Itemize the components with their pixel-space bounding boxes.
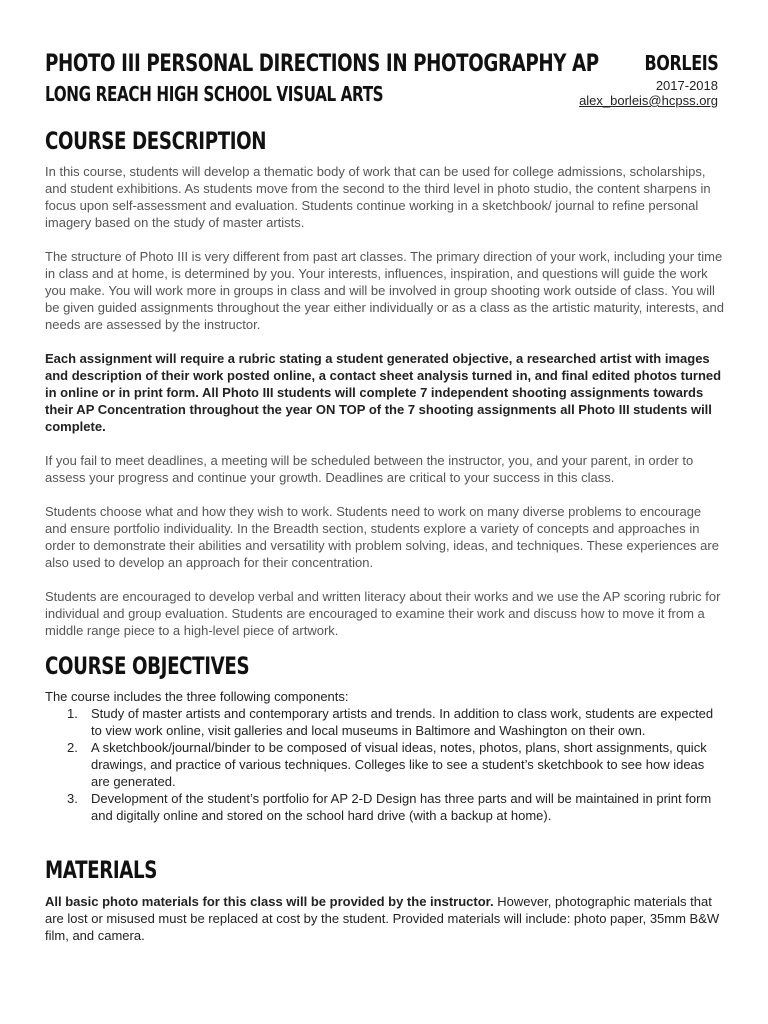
paragraph: In this course, students will develop a thematic body of work that can be used for college admissions, scholarships, and student exhibitions. As students move from the second to the third level in photo studio, the content sharpens in focus upon self-assessment and evaluation. Students continue working in a sketchbook/ journal to refine personal imagery based on the study of master artists. [45, 164, 711, 230]
list-number: 3. [67, 791, 78, 806]
paragraph [45, 350, 725, 435]
materials-heading: MATERIALS [45, 856, 158, 884]
objectives-intro: The course includes the three following components: [45, 689, 349, 704]
objectives-list [45, 705, 725, 824]
list-item [45, 705, 725, 739]
course-description-heading: COURSE DESCRIPTION [45, 127, 267, 155]
materials-body [45, 893, 725, 944]
list-item [45, 739, 725, 790]
paragraph: If you fail to meet deadlines, a meeting will be scheduled between the instructor, you, and your parent, in order to assess your progress and continue your growth. Deadlines are critical to your success in this class. [45, 453, 694, 485]
materials-bold: All basic photo materials for this class will be provided by the instructor. [45, 894, 494, 909]
bold-requirement: Each assignment will require a rubric stating a student generated objective, a researched artist with images and description of their work posted online, a contact sheet analysis turned in, and final edited photos turned in online or in print form. All Photo III students will complete 7 independent shooting assignments towards their AP Concentration throughout the year ON TOP of the 7 shooting assignments all Photo III students will complete. [45, 351, 722, 434]
materials-text: However, photographic materials that are lost or misused must be replaced at cost by the student. Provided materials will include: photo paper, 35mm B&W film, and camera. [45, 894, 720, 943]
school-name: LONG REACH HIGH SCHOOL VISUAL ARTS [45, 82, 384, 106]
paragraph: Students are encouraged to develop verbal and written literacy about their works and we use the AP scoring rubric for individual and group evaluation. Students are encouraged to examine their work and discuss how to move it from a middle range piece to a high-level piece of artwork. [45, 589, 721, 638]
list-text: A sketchbook/journal/binder to be composed of visual ideas, notes, photos, plans, short assignments, quick drawings, and practice of various techniques. Colleges like to see a student’s sketchbook to see how ideas are generated. [91, 740, 707, 789]
course-objectives-heading: COURSE OBJECTIVES [45, 652, 250, 680]
school-year: 2017-2018 [655, 78, 718, 93]
paragraph: The structure of Photo III is very different from past art classes. The primary direction of your work, including your time in class and at home, is determined by you. Your interests, influences, inspiration, and questions will guide the work you make. You will work more in groups in class and will be involved in group shooting work outside of class. You will be given guided assignments throughout the year either individually or as a class as the artistic maturity, interests, and needs are assessed by the instructor. [45, 249, 725, 332]
list-text: Development of the student’s portfolio for AP 2-D Design has three parts and will be maintained in print form and digitally online and stored on the school hard drive (with a backup at home). [91, 791, 712, 823]
list-item [45, 790, 725, 824]
list-number: 2. [67, 740, 78, 755]
author-name: BORLEIS [644, 51, 718, 75]
course-description-body [45, 163, 725, 639]
document-title: PHOTO III PERSONAL DIRECTIONS IN PHOTOGRAPHY AP [45, 49, 599, 77]
email-link[interactable]: alex_borleis@hcpss.org [579, 93, 718, 108]
list-number: 1. [67, 706, 78, 721]
paragraph: Students choose what and how they wish to work. Students need to work on many diverse problems to encourage and ensure portfolio individuality. In the Breadth section, students explore a variety of concepts and approaches in order to demonstrate their abilities and versatility with problem solving, ideas, and techniques. These experiences are also used to develop an approach for their concentration. [45, 504, 719, 570]
list-text: Study of master artists and contemporary artists and trends. In addition to class work, students are expected to view work online, visit galleries and local museums in Baltimore and Washington on their own. [91, 706, 714, 738]
